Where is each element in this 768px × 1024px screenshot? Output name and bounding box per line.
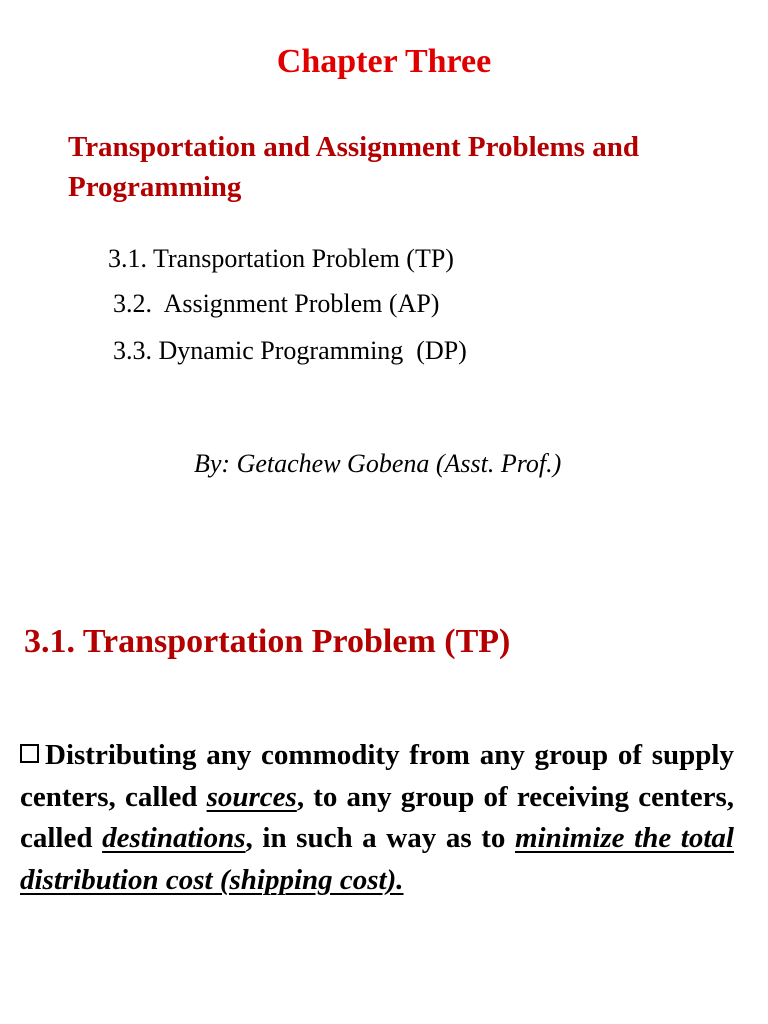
toc-item-dynamic-programming: 3.3. Dynamic Programming (DP)	[113, 336, 467, 365]
term-sources: sources	[206, 780, 297, 813]
author-line: By: Getachew Gobena (Asst. Prof.)	[194, 449, 562, 478]
definition-paragraph	[20, 735, 734, 901]
term-objective: minimize the total distribution cost (shipping cost).	[20, 822, 734, 896]
paragraph-text-1: Distributing any commodity from any group of supply centers, called	[20, 739, 734, 813]
paragraph-text-2: , to any group of receiving centers, called	[20, 780, 735, 854]
section-heading: 3.1. Transportation Problem (TP)	[24, 623, 511, 660]
chapter-title: Chapter Three	[276, 43, 492, 80]
chapter-subtitle: Transportation and Assignment Problems and Programming	[68, 131, 639, 203]
toc-item-assignment: 3.2. Assignment Problem (AP)	[113, 289, 440, 318]
toc-item-transportation: 3.1. Transportation Problem (TP)	[108, 244, 454, 273]
term-destinations: destinations	[102, 822, 246, 854]
paragraph-text-3: , in such a way as to	[245, 822, 515, 854]
hollow-square-bullet-icon	[20, 744, 39, 763]
